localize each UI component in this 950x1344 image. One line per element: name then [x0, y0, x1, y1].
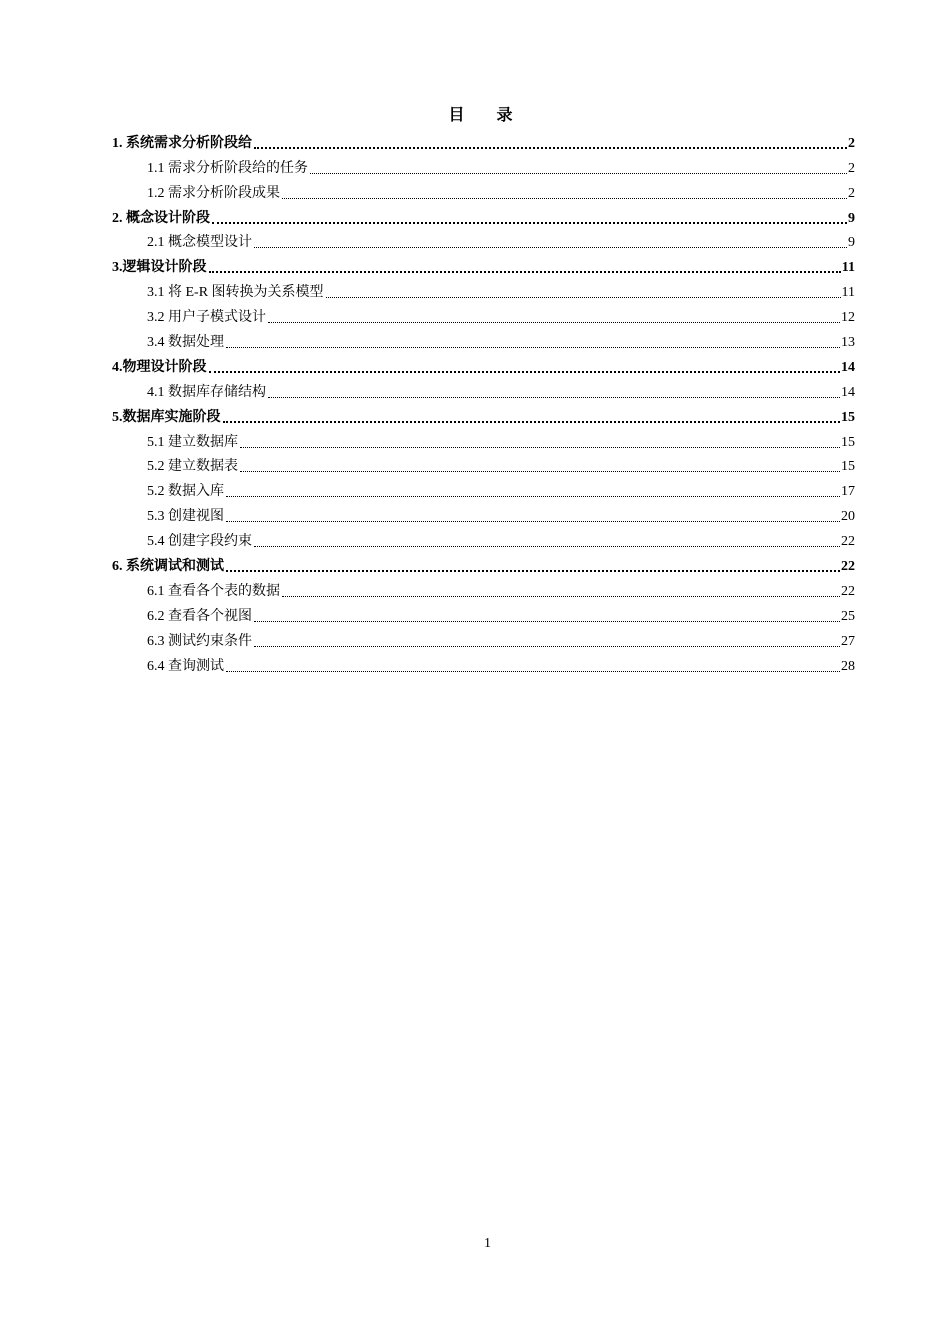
- toc-entry-3-2[interactable]: [112, 302, 855, 327]
- toc-entry-page: 14: [841, 384, 855, 400]
- toc-dot-leader: [282, 596, 840, 597]
- toc-entry-page: 15: [841, 459, 855, 475]
- toc-entry-3-4[interactable]: [112, 327, 855, 352]
- toc-entry-page: 28: [841, 658, 855, 674]
- toc-title: 目 录: [448, 107, 527, 124]
- toc-entry-text: 5.2 建立数据表: [147, 459, 238, 475]
- toc-entry-text: 3.1 将 E-R 图转换为关系模型: [147, 285, 324, 301]
- toc-entry-text: 3.2 用户子模式设计: [147, 310, 266, 326]
- toc-entry-text: 1.2 需求分析阶段成果: [147, 185, 280, 201]
- toc-dot-leader: [268, 397, 840, 398]
- toc-entry-page: 22: [841, 559, 855, 575]
- toc-entry-text: 5.3 创建视图: [147, 509, 224, 525]
- toc-entry-text: 6.2 查看各个视图: [147, 608, 252, 624]
- toc-entry-6[interactable]: [112, 551, 855, 576]
- toc-entry-5-4[interactable]: [112, 526, 855, 551]
- toc-entry-5-3[interactable]: [112, 501, 855, 526]
- toc-entry-page: 9: [848, 235, 855, 251]
- toc-dot-leader: [223, 421, 841, 423]
- toc-entry-3-1[interactable]: [112, 277, 855, 302]
- toc-dot-leader: [209, 271, 841, 273]
- toc-entry-page: 27: [841, 633, 855, 649]
- toc-entry-5-2-data[interactable]: [112, 476, 855, 501]
- toc-entry-5-1[interactable]: [112, 427, 855, 452]
- toc-entry-6-4[interactable]: [112, 651, 855, 676]
- toc-dot-leader: [226, 671, 840, 672]
- toc-dot-leader: [209, 371, 841, 373]
- toc-entry-text: 5.1 建立数据库: [147, 434, 238, 450]
- toc-dot-leader: [254, 546, 840, 547]
- toc-dot-leader: [240, 447, 840, 448]
- toc-entry-page: 11: [841, 285, 855, 301]
- toc-entry-page: 22: [841, 534, 855, 550]
- toc-entry-text: 1. 系统需求分析阶段给: [112, 135, 252, 151]
- toc-entry-2[interactable]: [112, 203, 855, 228]
- toc-entry-page: 13: [841, 335, 855, 351]
- toc-dot-leader: [226, 521, 840, 522]
- toc-entry-6-3[interactable]: [112, 626, 855, 651]
- toc-entry-2-1[interactable]: [112, 228, 855, 253]
- toc-dot-leader: [226, 347, 840, 348]
- toc-entry-page: 15: [841, 409, 855, 425]
- toc-dot-leader: [254, 247, 847, 248]
- toc-entry-text: 5.4 创建字段约束: [147, 534, 252, 550]
- toc-entry-text: 5.数据库实施阶段: [112, 409, 221, 425]
- toc-entry-text: 6.4 查询测试: [147, 658, 224, 674]
- toc-entry-page: 15: [841, 434, 855, 450]
- toc-entry-page: 2: [848, 185, 855, 201]
- toc-entry-text: 2.1 概念模型设计: [147, 235, 252, 251]
- page-number: 1: [484, 1236, 491, 1251]
- toc-dot-leader: [254, 147, 847, 149]
- toc-entry-page: 9: [848, 210, 855, 226]
- toc-entry-text: 4.物理设计阶段: [112, 359, 207, 375]
- toc-dot-leader: [326, 297, 841, 298]
- toc-dot-leader: [240, 471, 840, 472]
- toc-dot-leader: [254, 621, 840, 622]
- toc-entry-page: 20: [841, 509, 855, 525]
- toc-entry-text: 6.3 测试约束条件: [147, 633, 252, 649]
- toc-entry-text: 2. 概念设计阶段: [112, 210, 210, 226]
- toc-entry-text: 3.4 数据处理: [147, 335, 224, 351]
- toc-dot-leader: [226, 570, 840, 572]
- toc-entry-page: 17: [841, 484, 855, 500]
- toc-entry-page: 12: [841, 310, 855, 326]
- toc-entry-page: 11: [841, 260, 855, 276]
- toc-entry-page: 22: [841, 583, 855, 599]
- toc-entry-page: 14: [841, 359, 855, 375]
- toc-entry-4-1[interactable]: [112, 377, 855, 402]
- toc-entry-1-1[interactable]: [112, 153, 855, 178]
- toc-entry-4[interactable]: [112, 352, 855, 377]
- toc-entry-6-2[interactable]: [112, 601, 855, 626]
- toc-entry-5[interactable]: [112, 402, 855, 427]
- toc-dot-leader: [268, 322, 840, 323]
- toc-entry-page: 2: [848, 160, 855, 176]
- toc-dot-leader: [282, 198, 847, 199]
- toc-entry-1[interactable]: [112, 128, 855, 153]
- toc-entry-5-2-tables[interactable]: [112, 452, 855, 477]
- toc-entry-text: 4.1 数据库存储结构: [147, 384, 266, 400]
- toc-entry-text: 1.1 需求分析阶段给的任务: [147, 160, 308, 176]
- toc-entry-text: 6.1 查看各个表的数据: [147, 583, 280, 599]
- toc-dot-leader: [254, 646, 840, 647]
- toc-entry-text: 3.逻辑设计阶段: [112, 260, 207, 276]
- toc-entry-1-2[interactable]: [112, 178, 855, 203]
- toc-entry-page: 25: [841, 608, 855, 624]
- toc-dot-leader: [226, 496, 840, 497]
- toc-dot-leader: [212, 222, 847, 224]
- toc-dot-leader: [310, 173, 847, 174]
- toc-entry-page: 2: [848, 135, 855, 151]
- toc-entry-6-1[interactable]: [112, 576, 855, 601]
- toc-entry-3[interactable]: [112, 252, 855, 277]
- toc-entry-text: 6. 系统调试和测试: [112, 559, 224, 575]
- toc-entry-text: 5.2 数据入库: [147, 484, 224, 500]
- table-of-contents: [112, 128, 855, 676]
